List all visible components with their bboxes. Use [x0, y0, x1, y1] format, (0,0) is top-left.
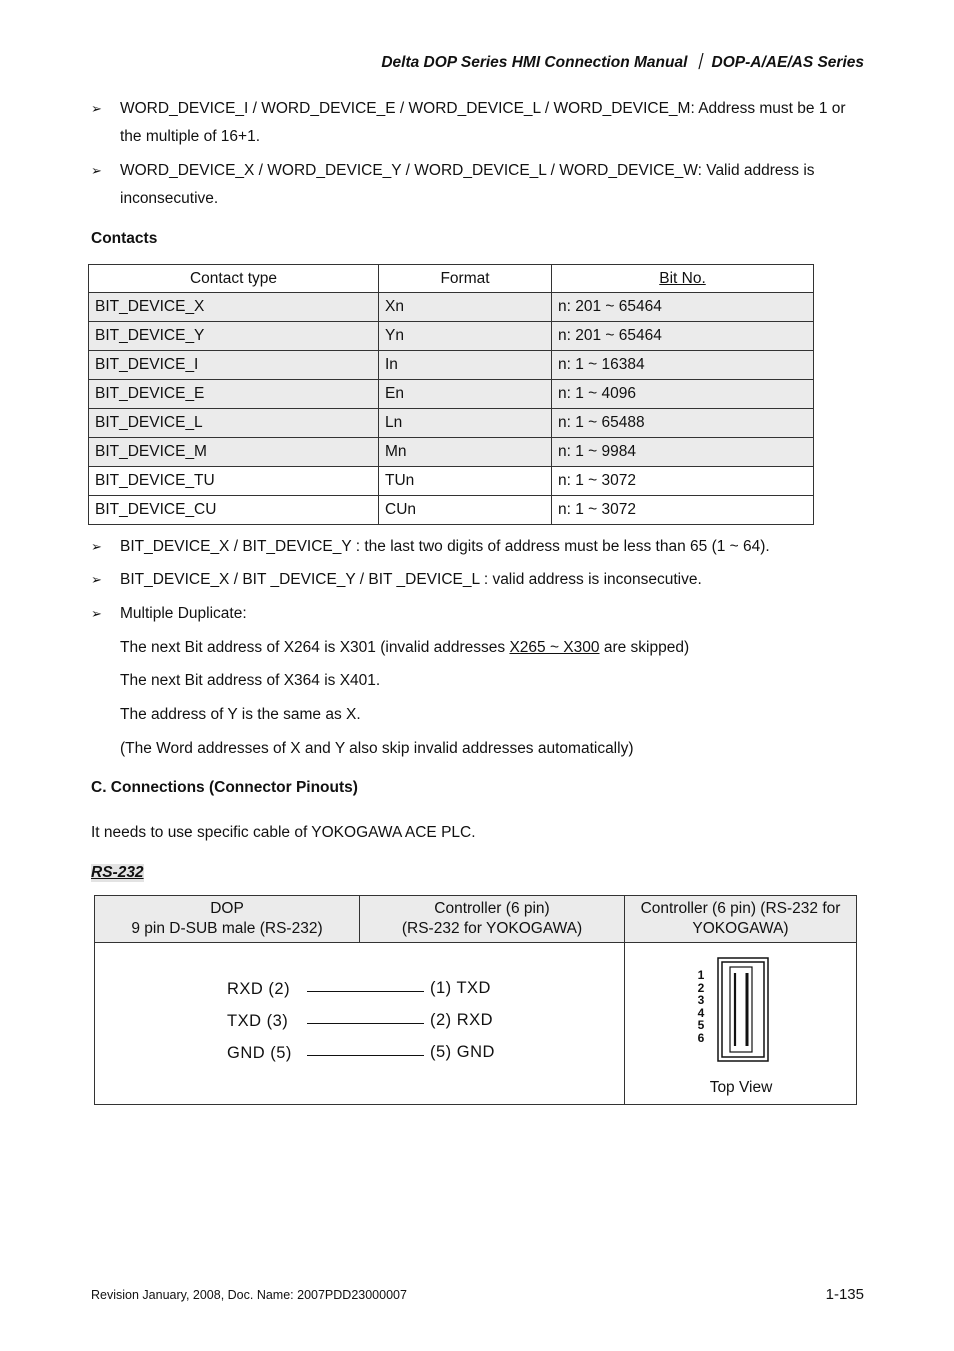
page-number: 1-135 — [825, 1286, 864, 1303]
header-separator: ｜ — [691, 54, 708, 71]
table-cell: BIT_DEVICE_M — [89, 438, 379, 467]
table-row — [89, 351, 814, 380]
header-line: Controller (6 pin) (RS-232 for — [640, 900, 841, 917]
table-row — [89, 409, 814, 438]
six-pin-connector-icon — [717, 957, 773, 1063]
wire-line — [307, 1055, 424, 1056]
wire-line — [307, 991, 424, 992]
pinout-body-row — [95, 943, 857, 1105]
table-row — [89, 467, 814, 496]
table-cell: BIT_DEVICE_Y — [89, 322, 379, 351]
column-header-bit-no: Bit No. — [552, 265, 814, 293]
wire-left-label: TXD (3) — [227, 1012, 289, 1030]
table-cell: n: 1 ~ 16384 — [552, 351, 814, 380]
bullet-word-valid-address — [91, 157, 861, 213]
footer-revision: Revision January, 2008, Doc. Name: 2007PDD23000007 — [91, 1288, 407, 1302]
manual-title: Delta DOP Series HMI Connection Manual — [381, 54, 688, 71]
note-text: are skipped) — [599, 639, 690, 656]
column-header-contact-type: Contact type — [89, 265, 379, 293]
column-header-controller-view — [625, 896, 857, 943]
table-cell: BIT_DEVICE_X — [89, 293, 379, 322]
bullet-arrow-icon: ➢ — [91, 606, 102, 621]
wire-line — [307, 1023, 424, 1024]
table-cell: n: 1 ~ 4096 — [552, 380, 814, 409]
table-row — [89, 293, 814, 322]
table-row — [89, 496, 814, 525]
duplicate-note-3: The address of Y is the same as X. — [120, 706, 361, 723]
pin-number: 4 — [697, 1005, 705, 1020]
series-name: DOP-A/AE/AS Series — [711, 54, 864, 71]
bullet-text: BIT_DEVICE_X / BIT_DEVICE_Y : the last two digits of address must be less than 65 (1 ~ 64). — [120, 538, 770, 555]
wire-left-label: RXD (2) — [227, 980, 291, 998]
bullet-text: WORD_DEVICE_I / WORD_DEVICE_E / WORD_DEVICE_L / WORD_DEVICE_M: Address must be 1 or the multiple of 16+1. — [120, 100, 846, 145]
table-cell: n: 1 ~ 65488 — [552, 409, 814, 438]
bullet-arrow-icon: ➢ — [91, 572, 102, 587]
page-header — [381, 50, 864, 72]
pin-number: 2 — [697, 980, 705, 995]
bullet-arrow-icon: ➢ — [91, 101, 102, 116]
table-cell: n: 1 ~ 3072 — [552, 467, 814, 496]
contacts-table — [88, 264, 814, 525]
table-cell: BIT_DEVICE_E — [89, 380, 379, 409]
table-row — [89, 438, 814, 467]
duplicate-note-2: The next Bit address of X364 is X401. — [120, 672, 381, 689]
wiring-diagram-cell — [95, 943, 625, 1105]
wire-right-label: (1) TXD — [430, 979, 491, 997]
skipped-range: X265 ~ X300 — [509, 639, 600, 656]
table-cell: CUn — [379, 496, 552, 525]
header-line: (RS-232 for YOKOGAWA) — [401, 920, 583, 937]
table-cell: n: 1 ~ 9984 — [552, 438, 814, 467]
pinout-header-row — [95, 896, 857, 943]
header-line: 9 pin D-SUB male (RS-232) — [131, 920, 323, 937]
header-line: Controller (6 pin) — [434, 900, 550, 917]
table-cell: In — [379, 351, 552, 380]
duplicate-note-1 — [120, 639, 689, 657]
wire-left-label: GND (5) — [227, 1044, 292, 1062]
pin-number: 3 — [697, 993, 705, 1007]
table-cell: BIT_DEVICE_L — [89, 409, 379, 438]
column-header-format: Format — [379, 265, 552, 293]
note-text: The next Bit address of X264 is X301 (invalid addresses — [120, 639, 510, 656]
rs232-label: RS-232 — [91, 864, 144, 881]
duplicate-note-4: (The Word addresses of X and Y also skip invalid addresses automatically) — [120, 740, 634, 757]
bullet-word-address-rule — [91, 95, 861, 151]
bullet-arrow-icon: ➢ — [91, 163, 102, 178]
table-cell: Ln — [379, 409, 552, 438]
table-cell: TUn — [379, 467, 552, 496]
pinout-table — [94, 895, 857, 1105]
bullet-bit-valid-address — [91, 566, 861, 594]
contacts-heading: Contacts — [91, 230, 158, 247]
table-cell: BIT_DEVICE_TU — [89, 467, 379, 496]
wire-right-label: (2) RXD — [430, 1011, 494, 1029]
pin-number: 5 — [697, 1018, 705, 1032]
bullet-text: BIT_DEVICE_X / BIT _DEVICE_Y / BIT _DEVICE_L : valid address is inconsecutive. — [120, 571, 702, 588]
wire-right-label: (5) GND — [430, 1043, 495, 1061]
table-cell: n: 1 ~ 3072 — [552, 496, 814, 525]
pin-number: 6 — [697, 1030, 705, 1045]
connector-view-cell — [625, 943, 857, 1105]
table-cell: Mn — [379, 438, 552, 467]
bullet-arrow-icon: ➢ — [91, 539, 102, 554]
pin-number: 1 — [697, 968, 705, 982]
table-cell: Yn — [379, 322, 552, 351]
connections-heading: C. Connections (Connector Pinouts) — [91, 779, 358, 796]
connector-pin-numbers — [695, 969, 707, 1044]
bullet-multiple-duplicate — [91, 600, 861, 628]
table-row — [89, 322, 814, 351]
table-cell: n: 201 ~ 65464 — [552, 322, 814, 351]
bullet-text: WORD_DEVICE_X / WORD_DEVICE_Y / WORD_DEVICE_L / WORD_DEVICE_W: Valid address is inconsecutive. — [120, 162, 815, 207]
bullet-text: Multiple Duplicate: — [120, 605, 247, 622]
table-cell: En — [379, 380, 552, 409]
table-header-row — [89, 265, 814, 293]
connector-caption: Top View — [709, 1079, 773, 1096]
table-row — [89, 380, 814, 409]
table-cell: n: 201 ~ 65464 — [552, 293, 814, 322]
table-cell: Xn — [379, 293, 552, 322]
header-line: YOKOGAWA) — [692, 920, 789, 937]
table-cell: BIT_DEVICE_I — [89, 351, 379, 380]
table-cell: BIT_DEVICE_CU — [89, 496, 379, 525]
column-header-controller — [360, 896, 625, 943]
header-line: DOP — [210, 900, 244, 917]
bullet-bit-digits-rule — [91, 533, 861, 561]
connections-intro: It needs to use specific cable of YOKOGAWA ACE PLC. — [91, 824, 476, 841]
column-header-dop — [95, 896, 360, 943]
